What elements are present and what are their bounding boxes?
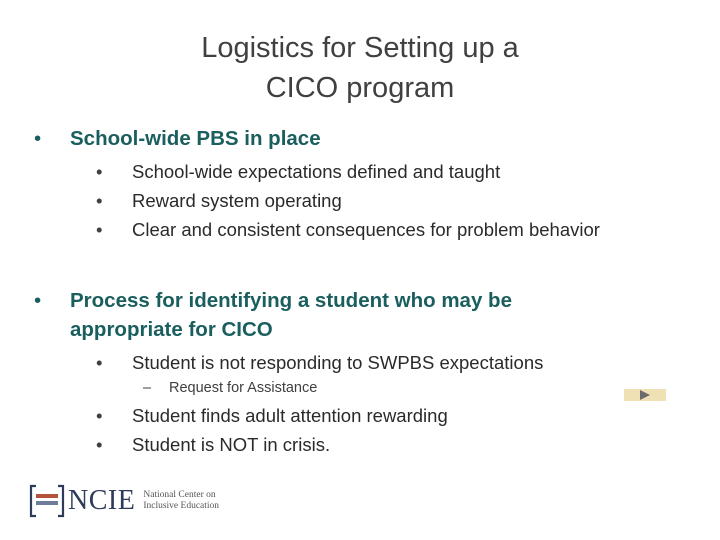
section-heading-line-1: Process for identifying a student who may be [70,289,512,312]
list-item [96,215,600,244]
sub-list-item [143,378,318,398]
list-item [96,186,342,215]
play-button[interactable] [624,389,666,401]
logo-name-line-2: Inclusive Education [143,501,220,511]
section-heading-text: School-wide PBS in place [70,127,321,150]
logo-name-line-1: National Center on [143,490,216,500]
title-line-2: CICO program [265,72,455,104]
list-item [96,157,501,186]
logo-name [143,490,219,512]
section-heading-school-wide-pbs [34,124,321,153]
list-item-text: Clear and consistent consequences for problem behavior [132,219,600,240]
slide-title [0,28,720,108]
section-heading-process [34,286,512,344]
bracket-equals-icon [28,484,66,518]
bullet: • [96,434,103,455]
ncie-logo [28,484,219,518]
list-item-text: Student is not responding to SWPBS expectations [132,352,544,373]
logo-acronym: NCIE [68,485,136,516]
bullet: • [34,127,42,150]
bullet: • [34,289,42,312]
list-item [96,348,544,377]
list-item-text: Reward system operating [132,190,342,211]
title-line-1: Logistics for Setting up a [201,32,519,64]
play-icon [639,390,651,400]
list-item-text: Student is NOT in crisis. [132,434,331,455]
list-item [96,430,331,459]
dash: – [143,380,152,396]
bullet: • [96,352,103,373]
bullet: • [96,219,103,240]
bullet: • [96,161,103,182]
list-item-text: School-wide expectations defined and taught [132,161,501,182]
list-item [96,401,448,430]
list-item-text: Student finds adult attention rewarding [132,405,448,426]
section-heading-line-2: appropriate for CICO [70,318,273,341]
bullet: • [96,405,103,426]
bullet: • [96,190,103,211]
sub-list-item-text: Request for Assistance [169,380,318,396]
